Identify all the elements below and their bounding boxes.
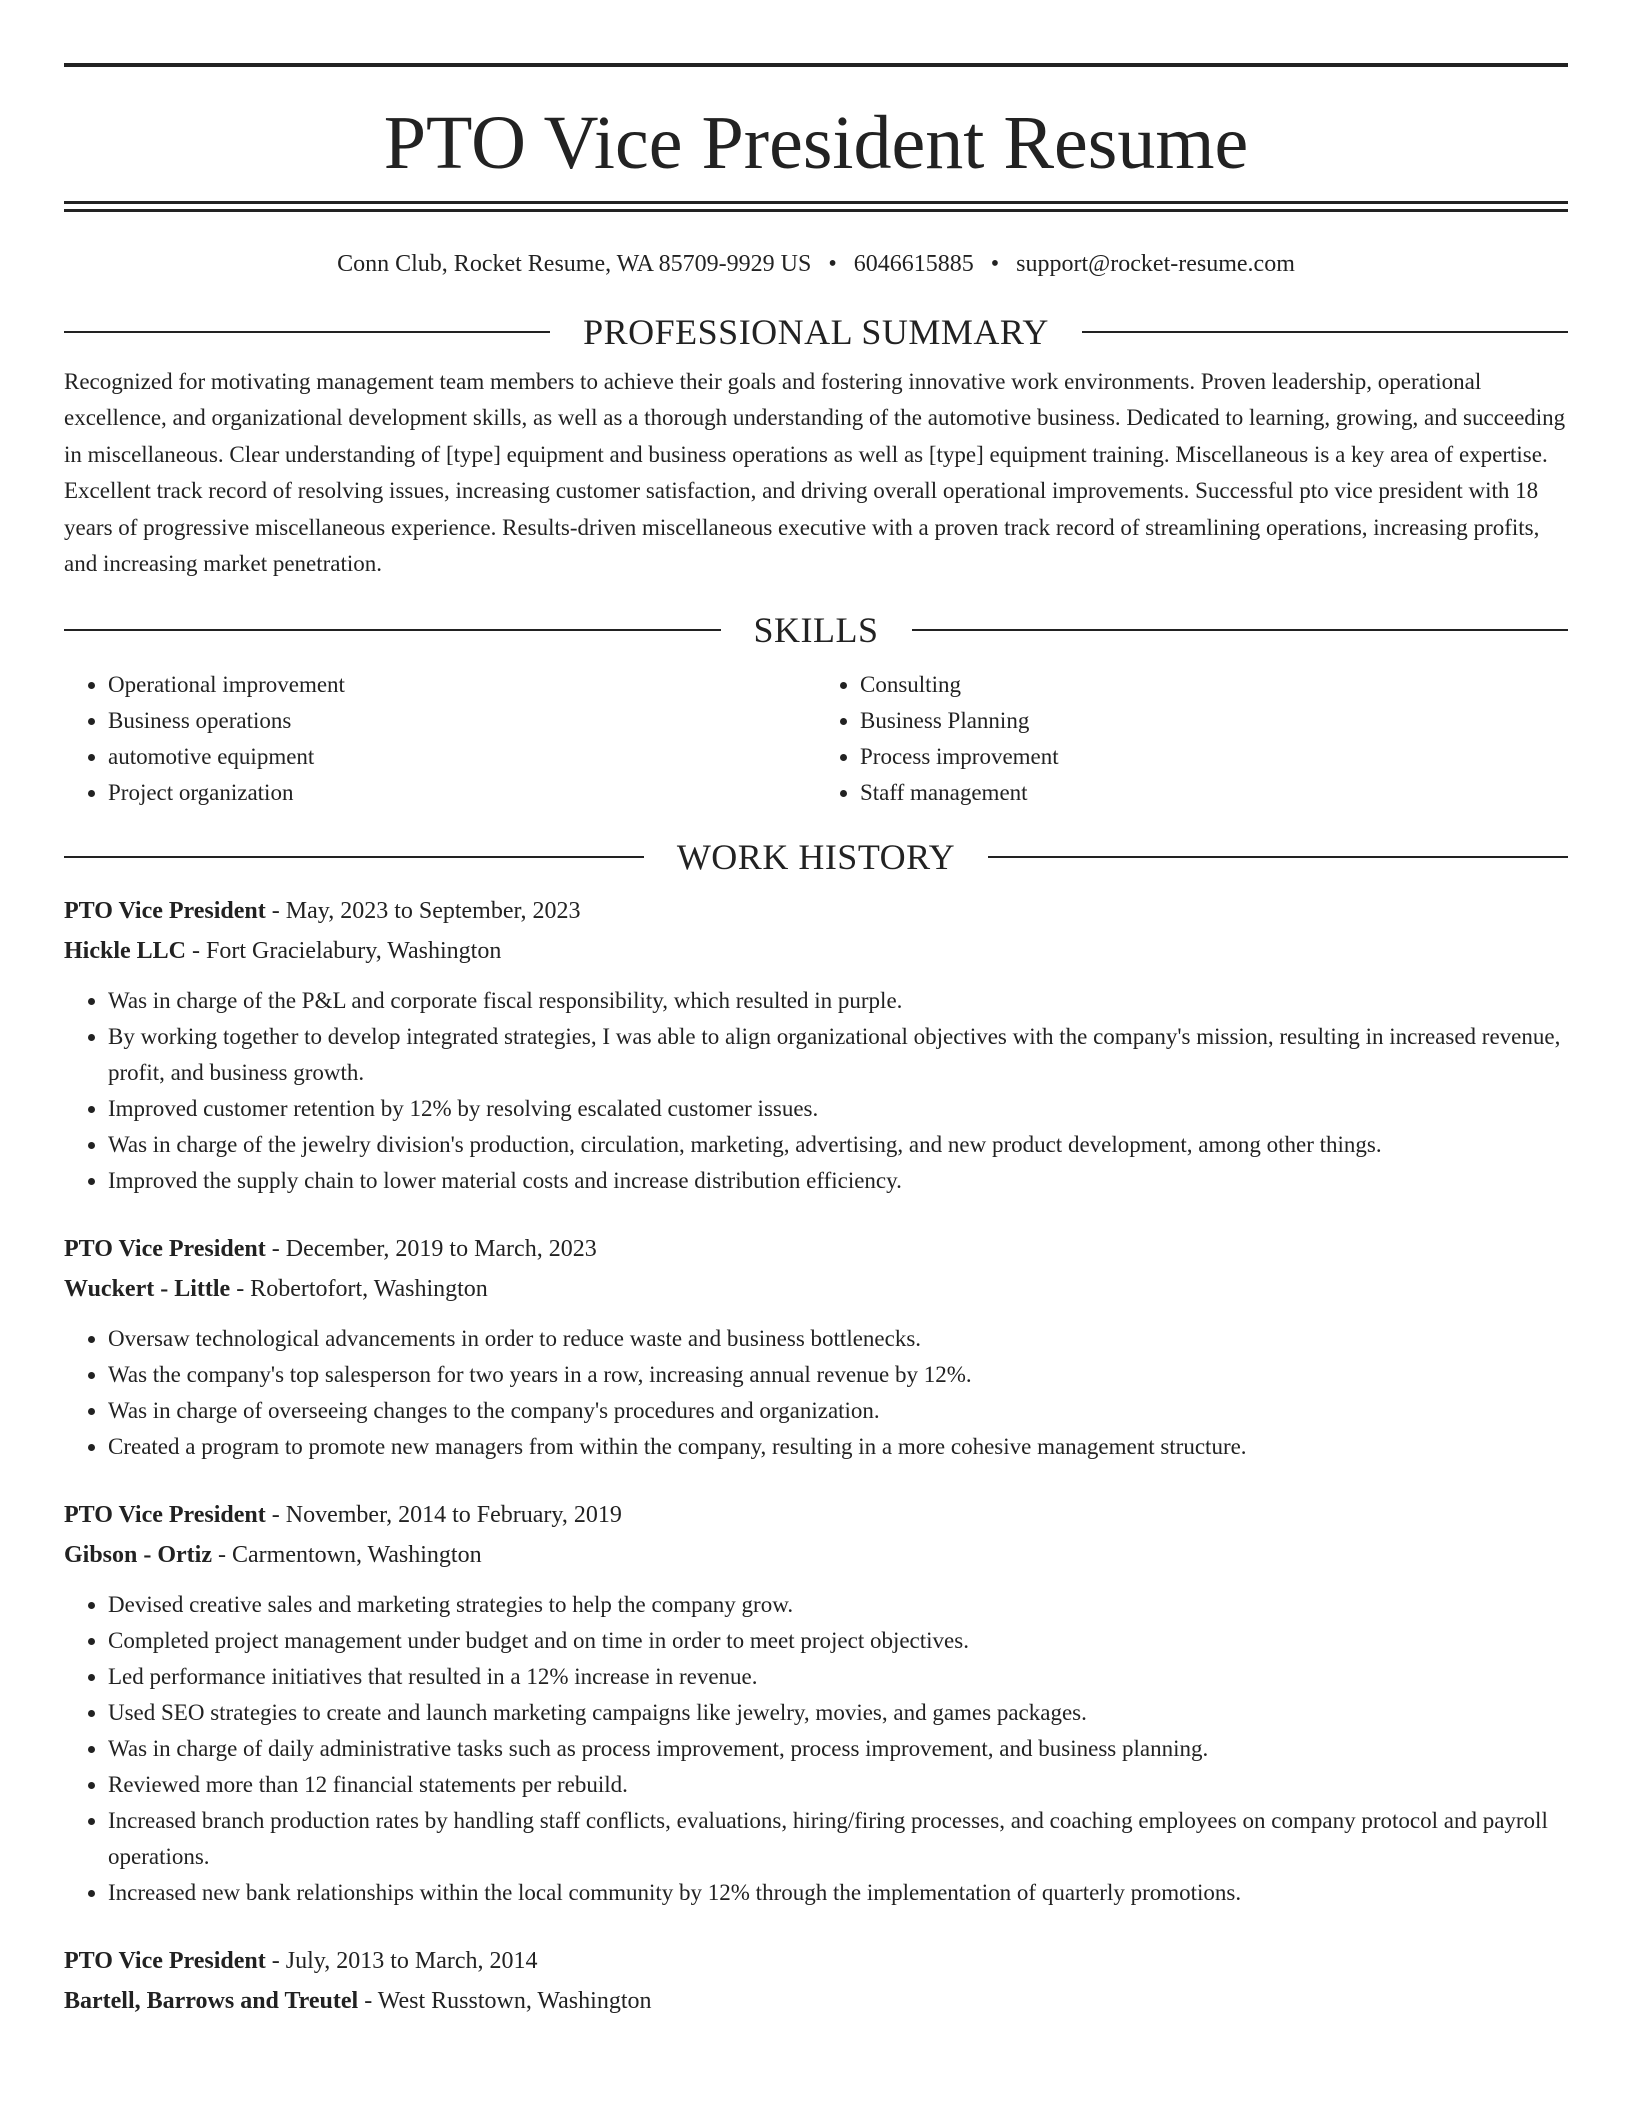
job-location: - West Russtown, Washington [358,1988,652,2015]
contact-phone: 6046615885 [853,251,974,277]
contact-email: support@rocket-resume.com [1016,251,1295,277]
skill-item: • Business Planning [860,703,1568,739]
job-bullet: • Devised creative sales and marketing strategies to help the company grow. [108,1587,1568,1623]
job-location: - Robertofort, Washington [230,1276,488,1303]
job-entry [64,1229,1568,1465]
job-bullet: • Led performance initiatives that resulted in a 12% increase in revenue. [108,1659,1568,1695]
job-bullet: • Was in charge of overseeing changes to the company's procedures and organization. [108,1393,1568,1429]
job-company: Wuckert - Little [64,1276,231,1303]
job-bullet: • Was the company's top salesperson for two years in a row, increasing annual revenue by 12%. [108,1357,1568,1393]
skill-item: • Staff management [860,775,1568,811]
job-bullet: • Increased branch production rates by handling staff conflicts, evaluations, hiring/firing processes, and coaching employees on company protocol and payroll operations. [108,1803,1568,1875]
heading-rule-left [64,331,550,333]
work-section-heading [64,837,1568,877]
skill-item: • Operational improvement [108,667,816,703]
contact-separator: • [828,251,837,277]
title-double-rule [64,201,1568,212]
job-dates: - December, 2019 to March, 2023 [265,1236,597,1263]
job-location: - Fort Gracielabury, Washington [186,938,502,965]
skills-heading-label: SKILLS [753,610,879,651]
job-dates: - November, 2014 to February, 2019 [265,1502,622,1529]
contact-separator: • [990,251,1000,277]
skill-item: • Consulting [860,667,1568,703]
skills-column-right [816,667,1568,811]
work-history-list [64,891,1568,2021]
job-bullet: • Oversaw technological advancements in order to reduce waste and business bottlenecks. [108,1321,1568,1357]
job-entry [64,1495,1568,1911]
skills-section-heading [64,610,1568,650]
job-bullet: • Improved the supply chain to lower material costs and increase distribution efficiency. [108,1163,1568,1199]
resume-title: PTO Vice President Resume [383,101,1249,185]
job-bullet: • Created a program to promote new managers from within the company, resulting in a more cohesive management structure. [108,1429,1568,1465]
job-bullet: • Was in charge of the P&L and corporate fiscal responsibility, which resulted in purple. [108,983,1568,1019]
heading-rule-left [64,629,721,631]
job-company: Bartell, Barrows and Treutel [64,1988,359,2015]
job-company: Hickle LLC [64,938,187,965]
skill-item: • Business operations [108,703,816,739]
skill-item: • Project organization [108,775,816,811]
job-bullet: • Was in charge of the jewelry division's production, circulation, marketing, advertising, and new product development, among other things. [108,1127,1568,1163]
job-title: PTO Vice President [64,1236,266,1263]
job-bullet: • By working together to develop integrated strategies, I was able to align organizational objectives with the company's mission, resulting in increased revenue, profit, and business growth. [108,1019,1568,1091]
job-bullets [64,1587,1568,1911]
job-bullet: • Improved customer retention by 12% by resolving escalated customer issues. [108,1091,1568,1127]
skills-column-left [64,667,816,811]
job-bullet: • Completed project management under budget and on time in order to meet project objectives. [108,1623,1568,1659]
job-title-line [64,1495,1568,1535]
job-title: PTO Vice President [64,898,266,925]
job-dates: - July, 2013 to March, 2014 [265,1948,538,1975]
summary-section-heading [64,312,1568,352]
job-bullet: • Was in charge of daily administrative tasks such as process improvement, process improvement, and business planning. [108,1731,1568,1767]
job-title-line [64,1229,1568,1269]
job-company-line [64,1535,1568,1575]
job-dates: - May, 2023 to September, 2023 [265,898,581,925]
job-location: - Carmentown, Washington [212,1542,482,1569]
skills-list [64,667,1568,811]
job-title-line [64,1941,1568,1981]
job-entry [64,891,1568,1199]
job-company-line [64,931,1568,971]
job-entry [64,1941,1568,2021]
job-company-line [64,1981,1568,2021]
job-bullet: • Increased new bank relationships within the local community by 12% through the implementation of quarterly promotions. [108,1875,1568,1911]
job-bullet: • Used SEO strategies to create and launch marketing campaigns like jewelry, movies, and games packages. [108,1695,1568,1731]
job-title: PTO Vice President [64,1948,266,1975]
heading-rule-right [912,629,1569,631]
job-bullet: • Reviewed more than 12 financial statements per rebuild. [108,1767,1568,1803]
job-bullets [64,983,1568,1199]
heading-rule-right [1082,331,1568,333]
skill-item: • Process improvement [860,739,1568,775]
contact-address: Conn Club, Rocket Resume, WA 85709-9929 US [337,251,812,277]
top-rule [64,63,1568,67]
job-company: Gibson - Ortiz [64,1542,212,1569]
job-title: PTO Vice President [64,1502,266,1529]
job-title-line [64,891,1568,931]
heading-rule-left [64,856,644,858]
summary-text: Recognized for motivating management team members to achieve their goals and fostering innovative work environments. Proven leadership, operational excellence, and organizational development skills, as well as a thorough understanding of the automotive business. Dedicated to learning, growing, and succeeding in miscellaneous. Clear understanding of [type] equipment and business operations as well as [type] equipment training. Miscellaneous is a key area of expertise. Excellent track record of resolving issues, increasing customer satisfaction, and driving overall operational improvements. Successful pto vice president with 18 years of progressive miscellaneous experience. Results-driven miscellaneous executive with a proven track record of streamlining operations, increasing profits, and increasing market penetration. [64,369,1566,577]
skill-item: • automotive equipment [108,739,816,775]
heading-rule-right [988,856,1568,858]
work-heading-label: WORK HISTORY [676,837,956,878]
job-company-line [64,1269,1568,1309]
contact-line [64,249,1568,279]
job-bullets [64,1321,1568,1465]
summary-heading-label: PROFESSIONAL SUMMARY [583,312,1049,352]
